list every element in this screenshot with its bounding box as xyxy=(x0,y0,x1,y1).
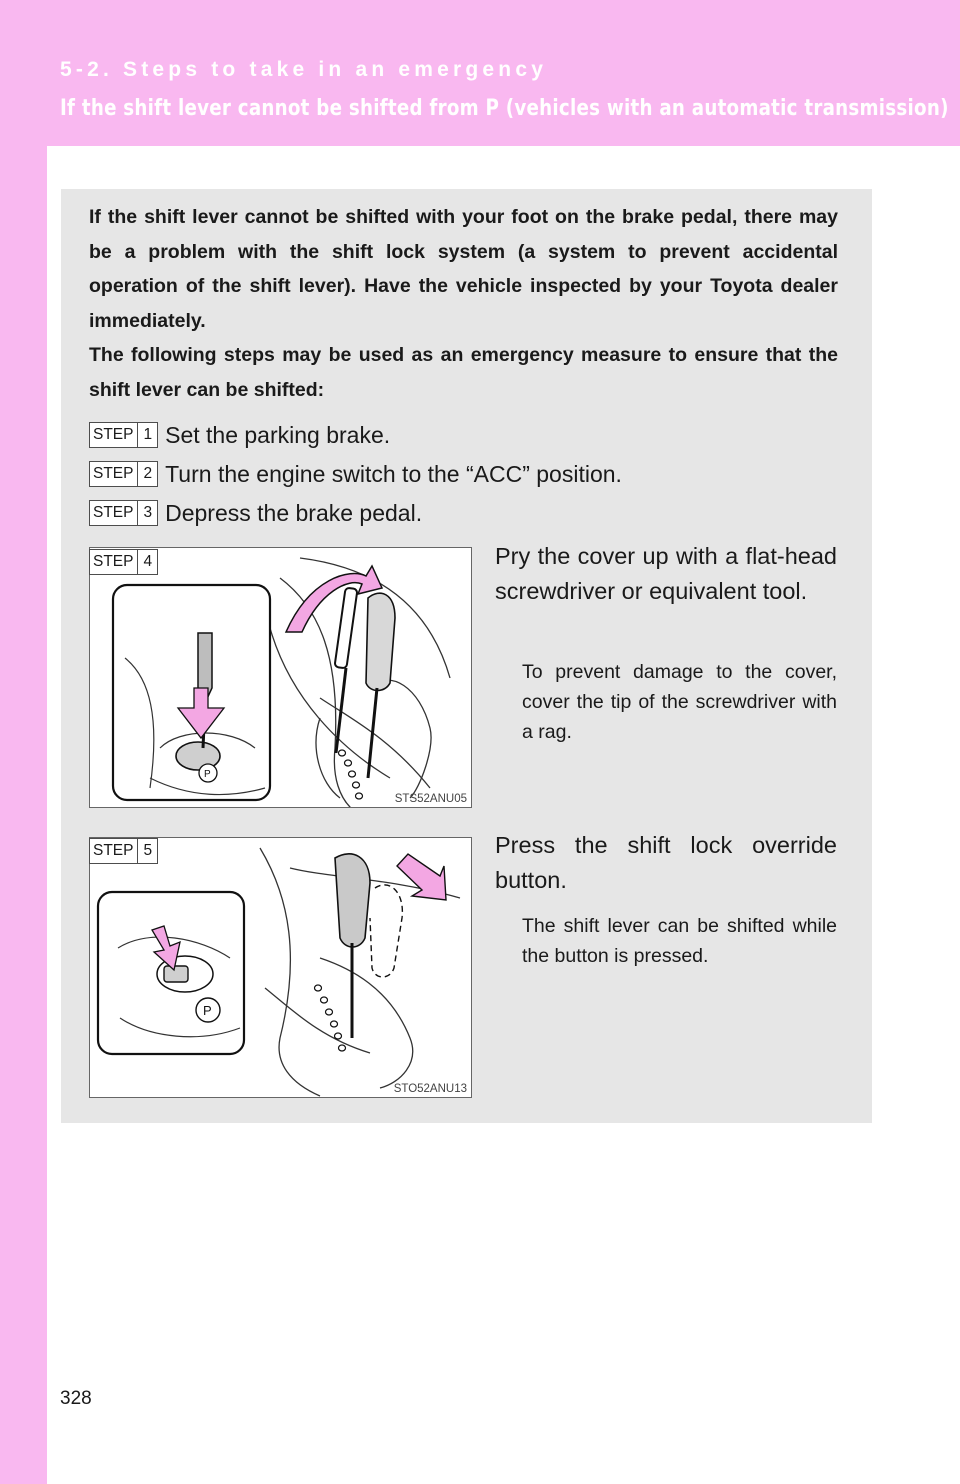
section-label: 5-2. Steps to take in an emergency xyxy=(60,58,548,81)
step-badge-word: STEP xyxy=(93,504,134,521)
svg-text:P: P xyxy=(203,1003,212,1018)
page-title: If the shift lever cannot be shifted from P (vehicles with an automatic transmission) xyxy=(60,96,949,121)
step-3-text: Depress the brake pedal. xyxy=(165,499,423,526)
override-button-icon xyxy=(164,966,188,982)
shift-cover-pry-drawing xyxy=(90,548,472,808)
step-2 xyxy=(89,459,622,489)
step-4-illustration xyxy=(89,547,472,808)
step-badge-4 xyxy=(89,549,158,575)
shift-direction-arrow-icon xyxy=(397,854,446,900)
step-badge-word: STEP xyxy=(93,842,134,859)
step-badge-number: 3 xyxy=(137,501,157,525)
step-badge-2 xyxy=(89,461,158,487)
step-4-note: To prevent damage to the cover, cover the tip of the screwdriver with a rag. xyxy=(522,661,837,743)
figure-code: STS52ANU05 xyxy=(394,793,467,805)
step-badge-5 xyxy=(89,838,158,864)
page-number: 328 xyxy=(60,1388,92,1409)
step-badge-word: STEP xyxy=(93,553,134,570)
wrench-icon xyxy=(334,588,357,753)
shift-knob-icon xyxy=(335,854,370,1038)
step-badge-number: 5 xyxy=(137,839,157,863)
step-badge-1 xyxy=(89,422,158,448)
intro-text xyxy=(89,200,838,407)
step-1-text: Set the parking brake. xyxy=(165,421,391,448)
step-badge-number: 1 xyxy=(137,423,157,447)
step-3 xyxy=(89,498,422,528)
intro-paragraph-2: The following steps may be used as an emergency measure to ensure that the shift lever can be shifted: xyxy=(89,344,838,401)
step-5-text: Press the shift lock override button. xyxy=(495,832,837,893)
figure-code: STO52ANU13 xyxy=(393,1083,467,1095)
intro-paragraph-1: If the shift lever cannot be shifted with your foot on the brake pedal, there may be a problem with the shift lock system (a system to prevent accidental operation of the shift lever). Have the vehicle inspected by your Toyota dealer immediately. xyxy=(89,206,838,332)
svg-text:P: P xyxy=(204,769,211,780)
step-badge-3 xyxy=(89,500,158,526)
step-5-note: The shift lever can be shifted while the button is pressed. xyxy=(522,915,837,967)
side-color-strip xyxy=(0,0,47,1484)
step-badge-word: STEP xyxy=(93,465,134,482)
shift-knob-icon xyxy=(366,593,395,778)
step-5-illustration xyxy=(89,837,472,1098)
step-badge-word: STEP xyxy=(93,426,134,443)
override-button-drawing xyxy=(90,838,472,1098)
step-1 xyxy=(89,420,390,450)
step-badge-number: 4 xyxy=(137,550,157,574)
step-badge-number: 2 xyxy=(137,462,157,486)
step-4-text: Pry the cover up with a flat-head screwdriver or equivalent tool. xyxy=(495,543,837,604)
step-2-text: Turn the engine switch to the “ACC” position. xyxy=(165,460,622,487)
ghost-lever-outline xyxy=(370,885,402,977)
